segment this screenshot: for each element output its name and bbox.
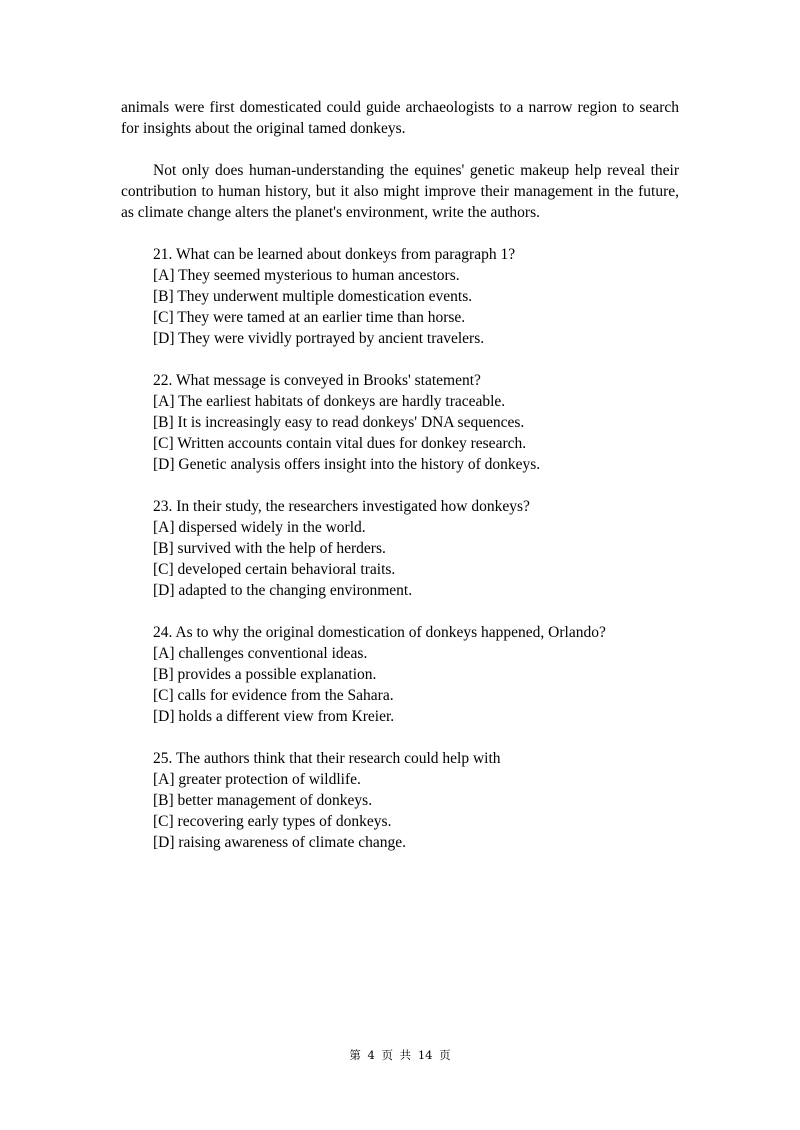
option-b: [B] survived with the help of herders. [153, 540, 386, 557]
option-c: [C] recovering early types of donkeys. [153, 813, 392, 830]
passage-paragraph-continued: animals were first domesticated could guide archaeologists to a narrow region to search for insights about the original tamed donkeys. [121, 99, 679, 137]
page-number-footer: 第 4 页 共 14 页 [349, 1048, 451, 1062]
option-a: [A] The earliest habitats of donkeys are hardly traceable. [153, 393, 506, 410]
spacer [121, 727, 679, 748]
spacer [121, 601, 679, 622]
question-23 [121, 496, 679, 601]
question-stem: 22. What message is conveyed in Brooks' statement? [153, 372, 481, 389]
option-c: [C] They were tamed at an earlier time than horse. [153, 309, 466, 326]
option-b: [B] provides a possible explanation. [153, 666, 377, 683]
question-stem: 24. As to why the original domestication of donkeys happened, Orlando? [153, 624, 606, 641]
option-d: [D] adapted to the changing environment. [153, 582, 413, 599]
option-b: [B] They underwent multiple domestication events. [153, 288, 473, 305]
option-d: [D] They were vividly portrayed by ancient travelers. [153, 330, 485, 347]
option-b: [B] better management of donkeys. [153, 792, 373, 809]
question-22 [121, 370, 679, 475]
question-stem: 25. The authors think that their research could help with [153, 750, 501, 767]
question-21 [121, 244, 679, 349]
option-d: [D] holds a different view from Kreier. [153, 708, 395, 725]
question-24 [121, 622, 679, 727]
question-25 [121, 748, 679, 853]
option-a: [A] dispersed widely in the world. [153, 519, 366, 536]
option-d: [D] raising awareness of climate change. [153, 834, 407, 851]
spacer [121, 349, 679, 370]
passage-paragraph-final: Not only does human-understanding the equines' genetic makeup help reveal their contribution to human history, but it also might improve their management in the future, as climate change alters the planet's environment, write the authors. [121, 162, 679, 221]
question-stem: 21. What can be learned about donkeys from paragraph 1? [153, 246, 516, 263]
option-c: [C] Written accounts contain vital dues for donkey research. [153, 435, 527, 452]
spacer [121, 139, 679, 160]
page-content [121, 97, 679, 853]
spacer [121, 223, 679, 244]
question-stem: 23. In their study, the researchers investigated how donkeys? [153, 498, 530, 515]
option-a: [A] They seemed mysterious to human ancestors. [153, 267, 460, 284]
spacer [121, 475, 679, 496]
option-a: [A] challenges conventional ideas. [153, 645, 368, 662]
option-a: [A] greater protection of wildlife. [153, 771, 361, 788]
option-c: [C] developed certain behavioral traits. [153, 561, 396, 578]
option-c: [C] calls for evidence from the Sahara. [153, 687, 394, 704]
option-d: [D] Genetic analysis offers insight into the history of donkeys. [153, 456, 541, 473]
option-b: [B] It is increasingly easy to read donkeys' DNA sequences. [153, 414, 525, 431]
